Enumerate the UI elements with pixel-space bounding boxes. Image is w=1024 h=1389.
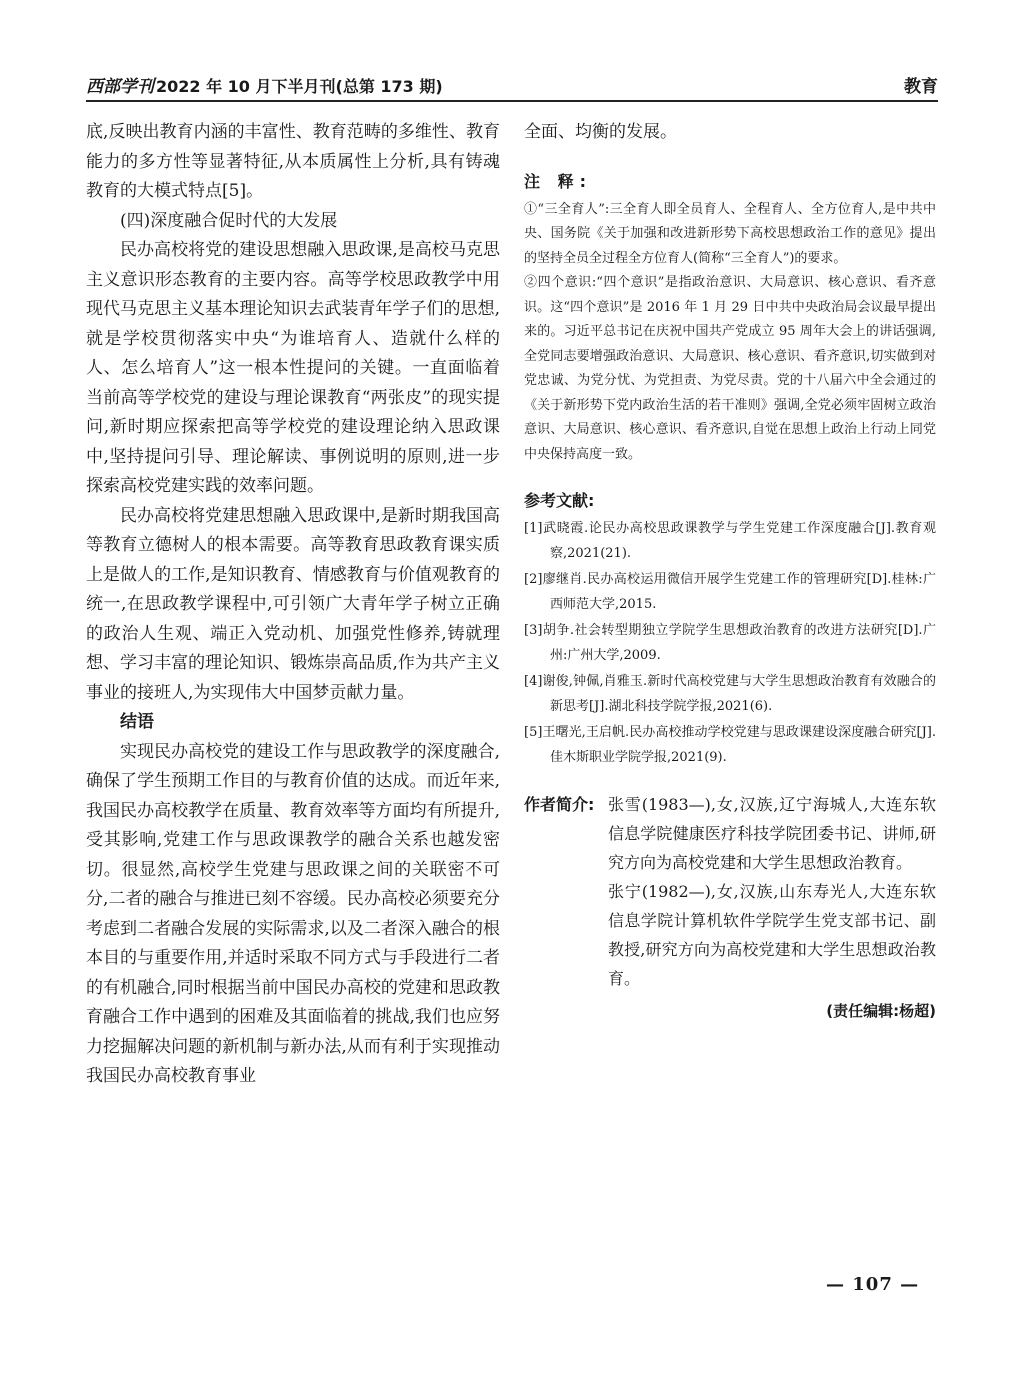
journal-logo: 西部学刊 xyxy=(86,77,154,97)
responsible-editor: (责任编辑:杨超) xyxy=(826,1002,936,1020)
reference-item: [2]廖继肖.民办高校运用微信开展学生党建工作的管理研究[D].桂林:广西师范大学,2015. xyxy=(524,572,936,612)
notes-heading: 注 释: xyxy=(524,171,592,191)
paragraph: 民办高校将党的建设思想融入思政课,是高校马克思主义意识形态教育的主要内容。高等学校思政教学中用现代马克思主义基本理论知识去武装青年学子们的思想,就是学校贯彻落实中央“为谁培育人、造就什么样的人、怎么培育人”这一根本性提问的关键。一直面临着当前高等学校党的建设与理论课教育“两张皮”的现实提问,新时期应探索把高等学校党的建设理论纳入思政课中,坚持提问引导、理论解读、事例说明的原则,进一步探索高校党建实践的效率问题。 xyxy=(86,240,500,496)
paragraph: 底,反映出教育内涵的丰富性、教育范畴的多维性、教育能力的多方性等显著特征,从本质属性上分析,具有铸魂教育的大模式特点[5]。 xyxy=(86,122,500,201)
author-label: 作者简介: xyxy=(524,795,595,814)
journal-issue xyxy=(86,72,443,97)
section-name: 教育 xyxy=(904,77,938,97)
paragraph: 全面、均衡的发展。 xyxy=(524,122,677,142)
author-text xyxy=(608,790,936,993)
author-bio xyxy=(524,790,936,993)
page-number: — 107 — xyxy=(826,1274,920,1295)
page-header xyxy=(86,70,938,102)
conclusion-heading: 结语 xyxy=(120,712,154,732)
note-item: ②四个意识:“四个意识”是指政治意识、大局意识、核心意识、看齐意识。这“四个意识”是 2016 年 1 月 29 日中共中央政治局会议最早提出来的。习近平总书记在庆祝中国共产党成立 95 周年大会上的讲话强调,全党同志要增强政治意识、大局意识、核心意识、看齐意识,切实做到对党忠诚、为党分忧、为党担责、为党尽责。党的十八届六中全会通过的《关于新形势下党内政治生活的若干准则》强调,全党必须牢固树立政治意识、大局意识、核心意识、看齐意识,自觉在思想上政治上行动上同党中央保持高度一致。 xyxy=(524,275,936,462)
author-2: 张宁(1982—),女,汉族,山东寿光人,大连东软信息学院计算机软件学院学生党支部书记、副教授,研究方向为高校党建和大学生思想政治教育。 xyxy=(608,882,936,988)
issue-info: 2022 年 10 月下半月刊(总第 173 期) xyxy=(156,77,443,96)
left-column xyxy=(86,118,500,1092)
references-heading: 参考文献: xyxy=(524,491,595,510)
reference-item: [5]王曙光,王启帆.民办高校推动学校党建与思政课建设深度融合研究[J].佳木斯职业学院学报,2021(9). xyxy=(524,725,936,765)
paragraph: 民办高校将党建思想融入思政课中,是新时期我国高等教育立德树人的根本需要。高等教育思政教育课实质上是做人的工作,是知识教育、情感教育与价值观教育的统一,在思政教学课程中,可引领广大青年学子树立正确的政治人生观、端正入党动机、加强党性修养,铸就理想、学习丰富的理论知识、锻炼崇高品质,作为共产主义事业的接班人,为实现伟大中国梦贡献力量。 xyxy=(86,505,500,703)
author-1: 张雪(1983—),女,汉族,辽宁海城人,大连东软信息学院健康医疗科技学院团委书记、讲师,研究方向为高校党建和大学生思想政治教育。 xyxy=(608,795,936,872)
right-column xyxy=(524,118,936,1023)
paragraph: 实现民办高校党的建设工作与思政教学的深度融合,确保了学生预期工作目的与教育价值的达成。而近年来,我国民办高校教学在质量、教育效率等方面均有所提升,受其影响,党建工作与思政课教学的融合关系也越发密切。很显然,高校学生党建与思政课之间的关联密不可分,二者的融合与推进已刻不容缓。民办高校必须要充分考虑到二者融合发展的实际需求,以及二者深入融合的根本目的与重要作用,并适时采取不同方式与手段进行二者的有机融合,同时根据当前中国民办高校的党建和思政教育融合工作中遇到的困难及其面临着的挑战,我们也应努力挖掘解决问题的新机制与新办法,从而有利于实现推动我国民办高校教育事业 xyxy=(86,741,500,1086)
note-item: ①“三全育人”:三全育人即全员育人、全程育人、全方位育人,是中共中央、国务院《关于加强和改进新形势下高校思想政治工作的意见》提出的坚持全员全过程全方位育人(简称“三全育人”)的要求。 xyxy=(524,201,936,266)
reference-item: [1]武晓霞.论民办高校思政课教学与学生党建工作深度融合[J].教育观察,2021(21). xyxy=(524,521,936,561)
subsection-heading: (四)深度融合促时代的大发展 xyxy=(120,210,338,231)
reference-item: [4]谢俊,钟佩,肖雅玉.新时代高校党建与大学生思想政治教育有效融合的新思考[J].湖北科技学院学报,2021(6). xyxy=(524,674,936,714)
reference-item: [3]胡争.社会转型期独立学院学生思想政治教育的改进方法研究[D].广州:广州大学,2009. xyxy=(524,623,936,663)
